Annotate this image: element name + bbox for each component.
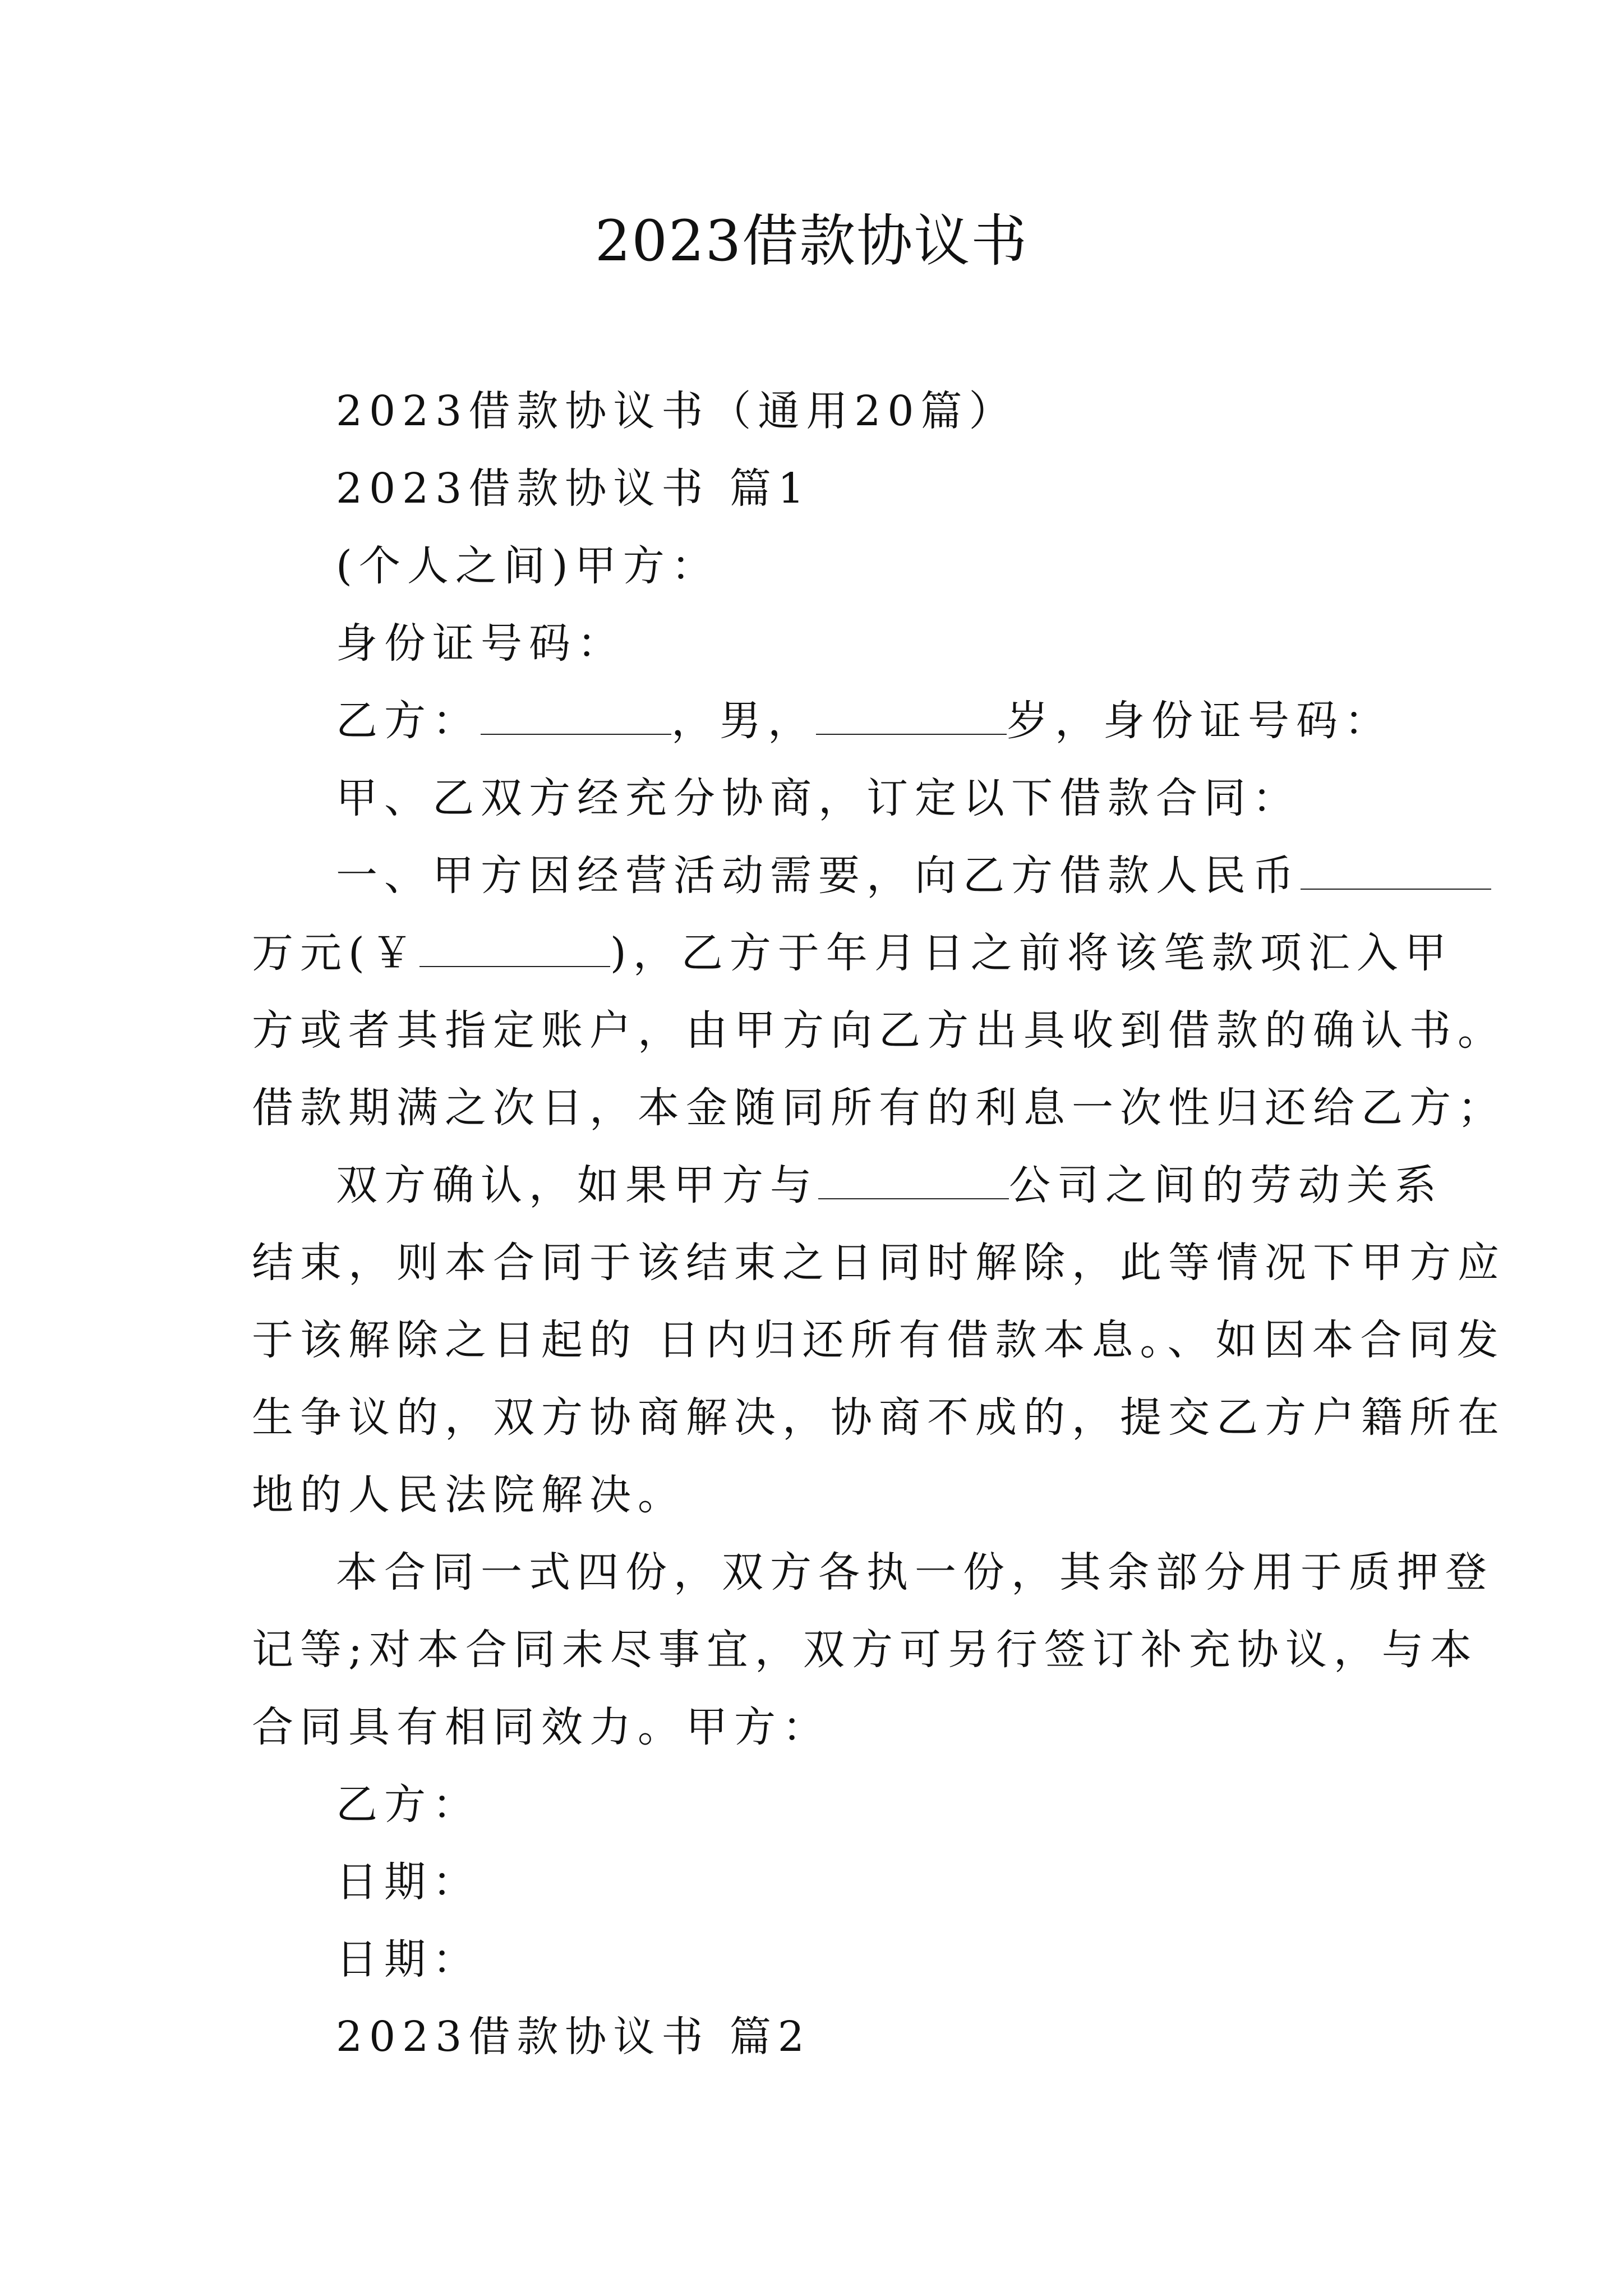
- line-text: 2023借款协议书 篇1: [336, 464, 811, 513]
- blank-field-underline: [419, 932, 610, 967]
- line-text: 记等;对本合同未尽事宜，双方可另行签订补充协议，与本: [252, 1626, 1478, 1674]
- line-text: 2023借款协议书 篇2: [336, 2013, 811, 2061]
- line-text: 合同具有相同效力。甲方：: [252, 1703, 831, 1751]
- paragraph-line: [252, 605, 1390, 682]
- paragraph-line: [252, 527, 1390, 605]
- paragraph-line: [252, 1921, 1390, 1998]
- paragraph-line: [252, 1456, 1390, 1534]
- line-text: 结束，则本合同于该结束之日同时解除，此等情况下甲方应: [252, 1239, 1506, 1287]
- blank-field-underline: [818, 1165, 1009, 1199]
- paragraph-line: [252, 1534, 1493, 1611]
- line-text: 日期：: [336, 1858, 481, 1906]
- paragraph-line: [252, 1301, 1505, 1379]
- paragraph-line: [252, 450, 1390, 527]
- line-text: 本合同一式四份，双方各执一份，其余部分用于质押登: [336, 1548, 1493, 1596]
- paragraph-line: [252, 837, 1390, 914]
- line-text: 地的人民法院解决。: [252, 1471, 686, 1519]
- paragraph-line: [252, 1147, 1443, 1224]
- line-text: 乙方：: [336, 1780, 481, 1829]
- line-text: 生争议的，双方协商解决，协商不成的，提交乙方户籍所在: [252, 1393, 1506, 1442]
- paragraph-line: [252, 1998, 1390, 2076]
- paragraph-line: [252, 1379, 1506, 1456]
- blank-field-underline: [816, 700, 1007, 735]
- paragraph-line: [252, 372, 1390, 450]
- line-text: 万元(￥: [252, 929, 419, 977]
- line-text: 一、甲方因经营活动需要，向乙方借款人民币: [336, 852, 1301, 900]
- line-text: 乙方：: [336, 697, 481, 745]
- line-text: 日期：: [336, 1935, 481, 1984]
- line-text: 甲、乙双方经充分协商，订定以下借款合同：: [336, 774, 1301, 822]
- paragraph-line: [252, 914, 1453, 992]
- blank-field-underline: [1301, 855, 1491, 890]
- line-text: 于该解除之日起的 日内归还所有借款本息。、如因本合同发: [252, 1316, 1505, 1364]
- paragraph-line: [252, 1224, 1506, 1301]
- line-text: 双方确认，如果甲方与: [336, 1161, 818, 1209]
- paragraph-line: [252, 682, 1393, 760]
- paragraph-line: [252, 1843, 1390, 1921]
- line-text: 2023借款协议书（通用20篇）: [336, 387, 1017, 435]
- line-text: 方或者其指定账户，由甲方向乙方出具收到借款的确认书。: [252, 1006, 1506, 1055]
- paragraph-line: [252, 992, 1506, 1069]
- line-text: 岁，身份证号码：: [1007, 697, 1393, 745]
- document-body: [252, 372, 1506, 2076]
- line-text: 公司之间的劳动关系: [1009, 1161, 1443, 1209]
- line-text: 身份证号码：: [336, 619, 625, 668]
- line-text: )，乙方于年月日之前将该笔款项汇入甲: [610, 929, 1453, 977]
- paragraph-line: [252, 1766, 1390, 1843]
- paragraph-line: [252, 760, 1390, 837]
- document-title: 2023借款协议书: [594, 208, 1029, 274]
- blank-field-underline: [481, 700, 671, 735]
- paragraph-line: [252, 1688, 1390, 1766]
- line-text: (个人之间)甲方：: [336, 542, 720, 590]
- paragraph-line: [252, 1069, 1506, 1147]
- line-text: 借款期满之次日，本金随同所有的利息一次性归还给乙方；: [252, 1084, 1506, 1132]
- paragraph-line: [252, 1611, 1478, 1688]
- line-text: ，男，: [671, 697, 816, 745]
